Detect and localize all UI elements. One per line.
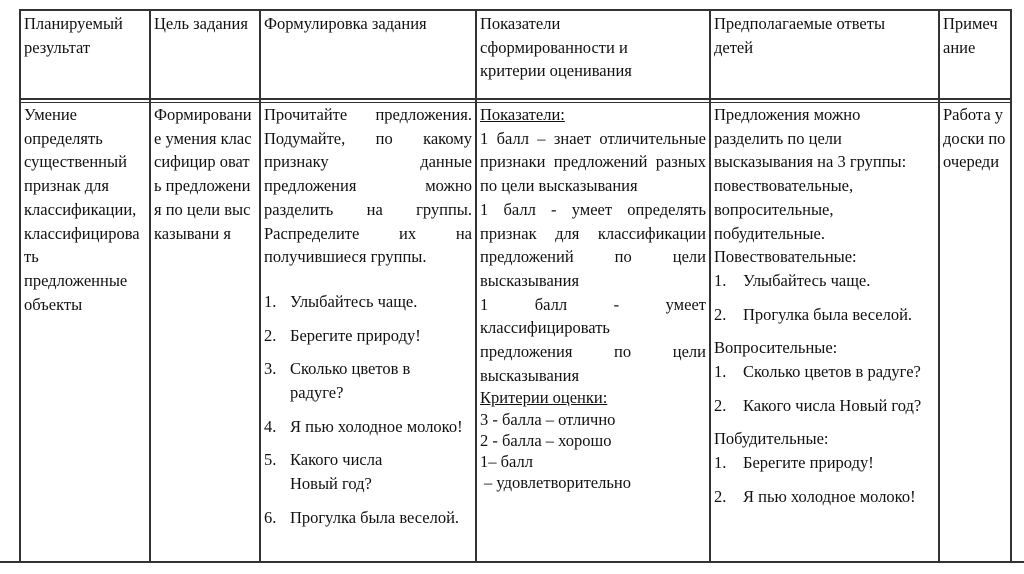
cell-planned-result: Умение определять существенный признак для классификации, классифицирова ть предложенные объекты <box>24 105 140 314</box>
indicator: 1 балл – знает отличительные признаки предложений разных по цели высказывания <box>480 128 706 196</box>
list-item <box>264 506 472 530</box>
item-number: 6. <box>264 507 277 527</box>
list-item <box>714 485 934 509</box>
cell-answers <box>711 103 937 519</box>
item-text: Улыбайтесь чаще. <box>743 270 871 290</box>
header-indicators: Показатели сформированности и критерии оценивания <box>480 14 632 81</box>
item-text: Сколько цветов в радуге? <box>743 362 921 382</box>
item-number: 1. <box>714 362 727 382</box>
item-text: Прогулка была веселой. <box>290 507 460 527</box>
cell-task <box>261 103 475 540</box>
group-title: Побудительные: <box>714 429 829 449</box>
item-number: 1. <box>714 453 727 473</box>
header-goal: Цель задания <box>154 14 248 33</box>
item-text: Я пью холодное молоко! <box>743 486 916 506</box>
criterion: – удовлетворительно <box>484 473 631 493</box>
item-text: Улыбайтесь чаще. <box>290 291 418 311</box>
item-text: Прогулка была веселой. <box>743 304 913 324</box>
item-text: Берегите природу! <box>290 325 421 345</box>
answers-intro: Предложения можно разделить по цели высказывания на 3 группы: повествовательные, вопросительные, побудительные. <box>714 105 907 243</box>
item-number: 2. <box>264 325 277 345</box>
item-number: 2. <box>714 395 727 415</box>
sentence-list <box>264 290 472 530</box>
item-number: 5. <box>264 450 277 470</box>
criterion: 1– балл <box>480 452 533 472</box>
header-note <box>940 12 1010 59</box>
col-line <box>1010 9 1012 563</box>
group-title: Повествовательные: <box>714 247 857 267</box>
criterion: 2 - балла – хорошо <box>480 431 612 451</box>
indicator: 1 балл - умеет определять признак для классификации предложений по цели высказывания <box>480 199 706 290</box>
table-border-top <box>19 9 1012 11</box>
list-item <box>714 394 934 418</box>
list-item <box>264 290 472 314</box>
criterion: 3 - балла – отлично <box>480 410 616 430</box>
list-item <box>264 448 472 495</box>
item-number: 2. <box>714 304 727 324</box>
cell-goal: Формировани е умения классифицир овать предложения по цели высказывани я <box>154 105 252 243</box>
item-text: Сколько цветов в радуге? <box>290 359 411 403</box>
table-border-bottom <box>0 561 1024 563</box>
indicator: 1 балл - умеет классифицировать предложения по цели высказывания <box>480 294 706 385</box>
item-text: Берегите природу! <box>743 453 874 473</box>
item-number: 2. <box>714 486 727 506</box>
criteria-title: Критерии оценки: <box>480 388 608 408</box>
indicators-title: Показатели: <box>480 105 565 124</box>
cell-note: Работа у доски по очереди <box>943 105 1006 172</box>
cell-indicators <box>477 103 709 493</box>
list-item <box>264 324 472 348</box>
header-note-line: ание <box>943 37 976 57</box>
list-item <box>714 360 934 384</box>
header-note-line: Примеч <box>943 14 998 33</box>
header-task: Формулировка задания <box>264 14 427 33</box>
item-number: 1. <box>264 291 277 311</box>
col-line <box>149 9 151 563</box>
list-item <box>714 269 934 293</box>
list-item <box>714 303 934 327</box>
item-number: 4. <box>264 416 277 436</box>
item-text: Какого числа Новый год? <box>290 450 383 494</box>
list-item <box>264 357 472 404</box>
task-intro: Прочитайте предложения. Подумайте, по какому признаку данные предложения можно разделить на группы. Распределите их на получившиеся группы. <box>264 105 472 267</box>
header-answers: Предполагаемые ответы детей <box>714 14 886 57</box>
header-planned-result: Планируемый результат <box>24 14 123 57</box>
header-divider <box>19 98 1012 100</box>
col-line <box>938 9 940 563</box>
item-number: 1. <box>714 270 727 290</box>
item-number: 3. <box>264 359 277 379</box>
item-text: Я пью холодное молоко! <box>290 416 463 436</box>
group-title: Вопросительные: <box>714 338 838 358</box>
list-item <box>714 451 934 475</box>
item-text: Какого числа Новый год? <box>743 395 922 415</box>
list-item <box>264 415 472 439</box>
